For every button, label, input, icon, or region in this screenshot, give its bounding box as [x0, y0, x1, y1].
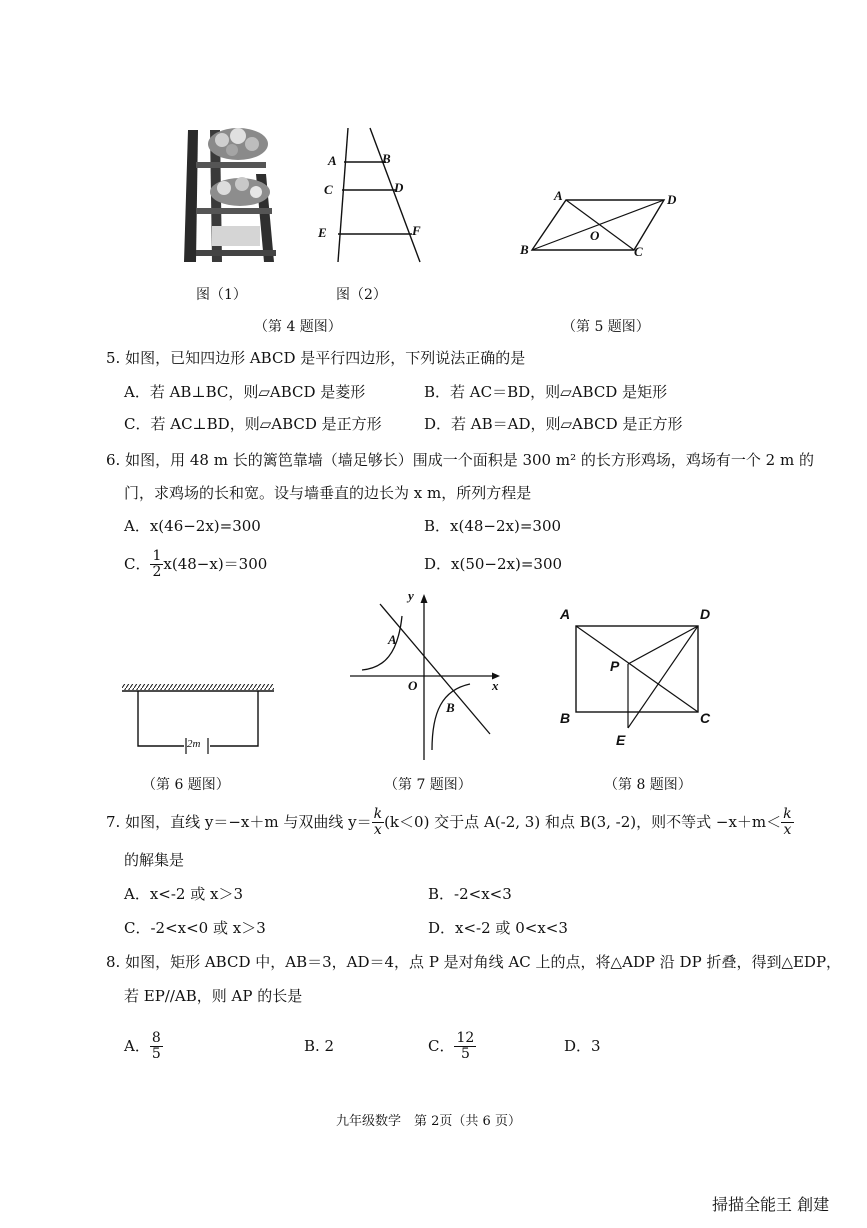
- fig6-caption: （第 6 题图）: [142, 777, 230, 793]
- fig5-label-d: D: [667, 192, 677, 207]
- fig5-caption: （第 5 题图）: [562, 319, 650, 335]
- fig8-caption: （第 8 题图）: [604, 777, 692, 793]
- scanner-watermark: 掃描全能王 創建: [712, 1195, 830, 1214]
- fig8-label-a: A: [560, 606, 571, 622]
- fig8-label-d: D: [700, 606, 711, 622]
- q8-option-d: D．3: [564, 1037, 601, 1055]
- q6-option-c: [124, 546, 267, 582]
- q5-stem: 5. 如图，已知四边形 ABCD 是平行四边形，下列说法正确的是: [106, 349, 526, 367]
- fig4-caption-1: 图（1）: [196, 287, 247, 303]
- q5-option-b: B．若 AC＝BD，则▱ABCD 是矩形: [424, 383, 668, 401]
- q7-fraction-1-numerator: k: [373, 805, 383, 822]
- q8-option-a-denominator: 5: [151, 1045, 161, 1062]
- q8-option-c-fraction: [454, 1031, 476, 1062]
- q7-stem-part-b: (k＜0) 交于点 A(-2, 3) 和点 B(3, -2)，则不等式 −x＋m＜: [384, 813, 782, 831]
- q7-fraction-2-numerator: k: [783, 805, 792, 822]
- fig8-diagram: [556, 604, 716, 752]
- fig4-label-c: C: [324, 182, 333, 197]
- fig8-label-c: C: [700, 710, 711, 726]
- fig8-label-p: P: [610, 658, 620, 674]
- fig8-label-b: B: [560, 710, 571, 726]
- q8-option-c-label: C．: [428, 1037, 455, 1055]
- q6-option-b: B．x(48−2x)=300: [424, 517, 562, 535]
- q6-option-c-expression: x(48−x)＝300: [163, 555, 268, 573]
- hyperbola-branch-4th-quadrant: [432, 684, 470, 750]
- q7-fraction-2-denominator: x: [783, 821, 792, 838]
- q5-option-c: C．若 AC⊥BD，则▱ABCD 是正方形: [124, 415, 382, 433]
- q8-option-a-fraction: [150, 1031, 163, 1062]
- fig5-diagram: [516, 188, 686, 260]
- q8-stem-line2: 若 EP//AB，则 AP 的长是: [124, 987, 303, 1005]
- fig6-diagram: [118, 682, 278, 758]
- fig5-label-o: O: [590, 228, 600, 243]
- fig7-label-a: A: [388, 632, 397, 647]
- q7-stem-line1: [106, 802, 794, 842]
- q7-fraction-1: [372, 807, 384, 838]
- line-y-neg-x-plus-m: [380, 604, 490, 734]
- q7-option-d: D．x<-2 或 0<x<3: [428, 919, 568, 937]
- q7-fraction-2: [781, 807, 793, 838]
- fig4-label-e: E: [318, 225, 327, 240]
- fig5-label-b: B: [520, 242, 529, 257]
- fig4-label-b: B: [382, 151, 391, 166]
- q8-option-a: [124, 1026, 163, 1066]
- q8-option-a-label: A．: [124, 1037, 150, 1055]
- page-footer: 九年级数学 第 2页（共 6 页）: [336, 1114, 521, 1129]
- fig4-label-a: A: [328, 153, 337, 168]
- q6-stem-line1: 6. 如图，用 48 m 长的篱笆靠墙（墙足够长）围成一个面积是 300 m² 的长方形鸡场，鸡场有一个 2 m 的: [106, 451, 814, 469]
- q6-option-c-denominator: 2: [152, 563, 162, 580]
- y-axis-arrow-icon: [421, 594, 428, 603]
- q7-option-b: B．-2<x<3: [428, 885, 512, 903]
- q6-option-c-fraction: [150, 549, 163, 580]
- fig4-caption: （第 4 题图）: [254, 319, 342, 335]
- q8-option-b: B. 2: [304, 1037, 335, 1055]
- fence-left: [138, 691, 184, 746]
- q6-option-c-label: C．: [124, 555, 151, 573]
- q8-stem-line1: 8. 如图，矩形 ABCD 中，AB＝3，AD＝4，点 P 是对角线 AC 上的点，将△ADP 沿 DP 折叠，得到△EDP，: [106, 953, 842, 971]
- transversal-left: [338, 128, 348, 262]
- q8-option-c-denominator: 5: [460, 1045, 470, 1062]
- diagonal-ac: [566, 200, 634, 250]
- fig7-label-b: B: [446, 700, 455, 715]
- q8-option-c: [428, 1026, 476, 1066]
- q7-option-c: C．-2<x<0 或 x＞3: [124, 919, 266, 937]
- fig7-label-o: O: [408, 678, 418, 693]
- fig7-label-x: x: [492, 678, 499, 693]
- fig7-diagram: [348, 588, 508, 764]
- fig4-caption-2: 图（2）: [336, 287, 387, 303]
- flower-stand-illustration: [182, 122, 282, 264]
- q5-option-d: D．若 AB＝AD，则▱ABCD 是正方形: [424, 415, 683, 433]
- q6-option-c-numerator: 1: [152, 547, 162, 564]
- fence-right: [210, 691, 258, 746]
- q6-stem-line2: 门，求鸡场的长和宽。设与墙垂直的边长为 x m，所列方程是: [124, 484, 532, 502]
- fig4-diagram: [312, 122, 430, 264]
- diagonal-ac: [576, 626, 698, 712]
- q7-stem-line2: 的解集是: [124, 851, 185, 869]
- fig7-caption: （第 7 题图）: [384, 777, 472, 793]
- fig5-label-a: A: [554, 188, 563, 203]
- fig4-label-d: D: [394, 180, 404, 195]
- segment-dp: [628, 626, 698, 664]
- q7-option-a: A．x<-2 或 x＞3: [124, 885, 244, 903]
- q8-option-a-numerator: 8: [151, 1029, 161, 1046]
- q5-option-a: A．若 AB⊥BC，则▱ABCD 是菱形: [124, 383, 366, 401]
- fig7-label-y: y: [408, 588, 414, 603]
- fig6-door-label: 2m: [187, 738, 201, 750]
- wall-hatching: [122, 684, 274, 690]
- q6-option-d: D．x(50−2x)=300: [424, 555, 563, 573]
- q6-option-a: A．x(46−2x)=300: [124, 517, 261, 535]
- fig5-label-c: C: [634, 244, 643, 259]
- fig4-label-f: F: [412, 223, 421, 238]
- q7-stem-part-a: 7. 如图，直线 y＝−x＋m 与双曲线 y＝: [106, 813, 372, 831]
- fig8-label-e: E: [616, 732, 626, 748]
- segment-de: [628, 626, 698, 728]
- q7-fraction-1-denominator: x: [373, 821, 382, 838]
- fig4-photo: [182, 122, 282, 264]
- q8-option-c-numerator: 12: [456, 1029, 475, 1046]
